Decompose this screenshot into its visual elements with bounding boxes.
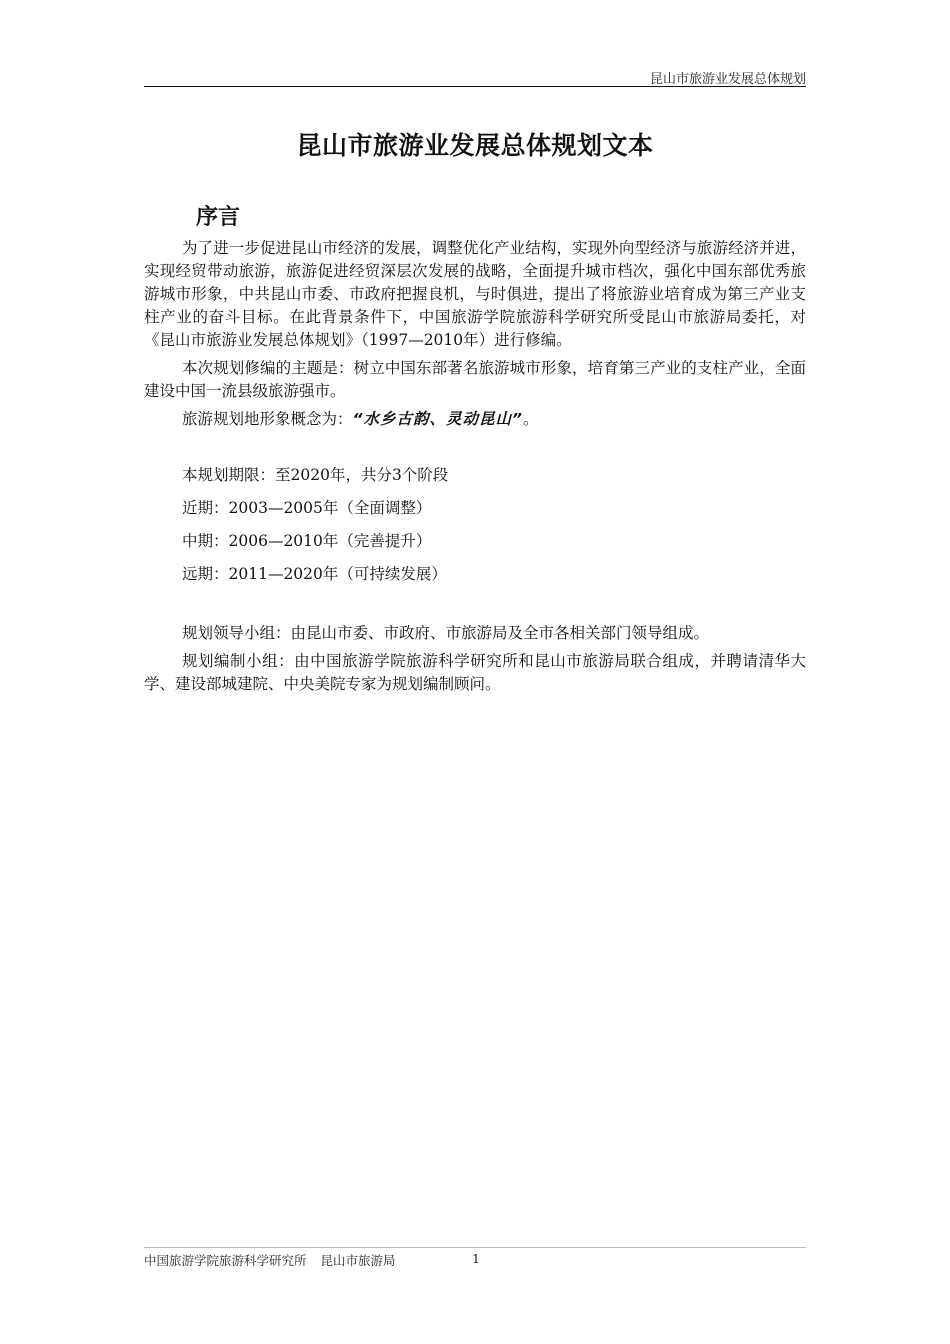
paragraph-background: 为了进一步促进昆山市经济的发展，调整优化产业结构，实现外向型经济与旅游经济并进，实现经贸带动旅游，旅游促进经贸深层次发展的战略，全面提升城市档次，强化中国东部优秀旅游城市形象，中共昆山市委、市政府把握良机，与时俱进，提出了将旅游业培育成为第三产业支柱产业的奋斗目标。在此背景条件下，中国旅游学院旅游科学研究所受昆山市旅游局委托，对《昆山市旅游业发展总体规划》（1997—2010年）进行修编。 [144,239,806,349]
phase-near-term: 近期：2003—2005年（全面调整） [182,499,432,517]
phase-long-term: 远期：2011—2020年（可持续发展） [182,565,447,583]
slogan: “水乡古韵、灵动昆山” [352,410,523,428]
document-title: 昆山市旅游业发展总体规划文本 [296,131,654,160]
paragraph-image-concept [144,408,806,431]
running-header: 昆山市旅游业发展总体规划 [649,72,806,87]
footer-bureau: 昆山市旅游局 [320,1253,396,1268]
image-concept-end: 。 [522,410,539,428]
section-heading-preface: 序言 [196,205,241,230]
paragraph-leadership-group: 规划领导小组：由昆山市委、市政府、市旅游局及全市各相关部门领导组成。 [182,624,710,642]
footer-institution: 中国旅游学院旅游科学研究所 [144,1253,307,1268]
paragraph-theme: 本次规划修编的主题是：树立中国东部著名旅游城市形象，培育第三产业的支柱产业，全面建设中国一流县级旅游强市。 [144,359,806,400]
phase-mid-term: 中期：2006—2010年（完善提升） [182,532,432,550]
header-rule [144,86,806,87]
planning-period: 本规划期限：至2020年，共分3个阶段 [182,466,449,484]
document-body [144,237,806,696]
footer-rule [144,1247,806,1248]
page-footer [144,1251,480,1269]
paragraph-editorial-group: 规划编制小组：由中国旅游学院旅游科学研究所和昆山市旅游局联合组成，并聘请清华大学、建设部城建院、中央美院专家为规划编制顾问。 [144,652,806,693]
page-number: 1 [472,1251,480,1266]
image-concept-label: 旅游规划地形象概念为： [182,410,353,428]
